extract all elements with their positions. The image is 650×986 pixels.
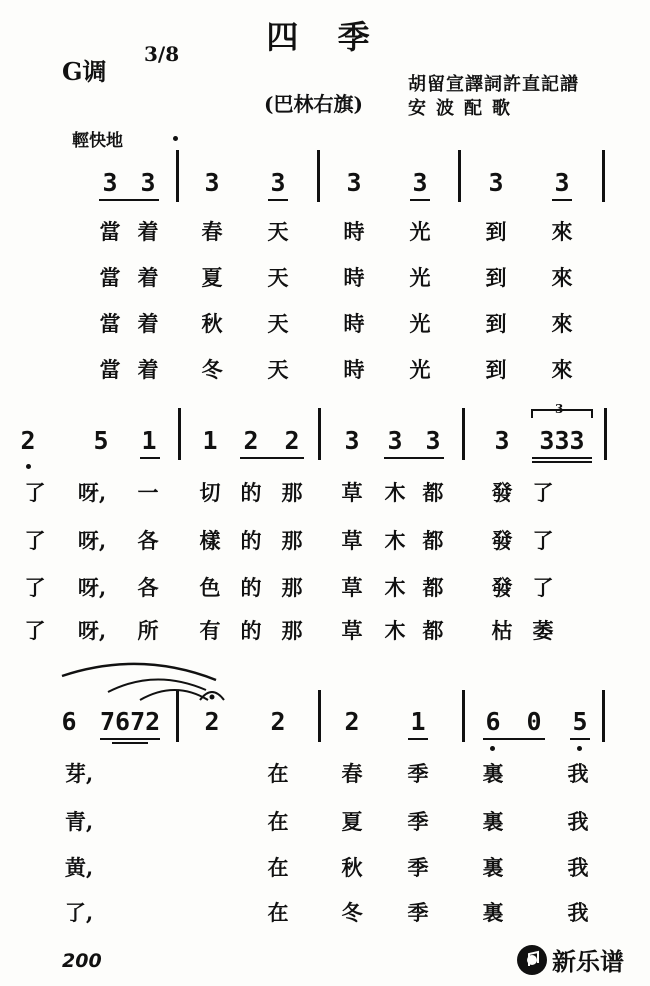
credit-line-1: 胡留宣譯詞許直記譜 (408, 74, 579, 95)
lyric: 着 (137, 219, 159, 244)
lyric: 黄, (64, 855, 94, 880)
lyric: 的 (240, 528, 262, 553)
lyric: 木 (384, 618, 406, 643)
lyric: 到 (485, 311, 507, 336)
lyric: 裏 (482, 900, 504, 925)
lyric: 草 (341, 618, 363, 643)
lyric: 都 (422, 480, 444, 505)
note: 3 (412, 168, 428, 197)
lyric: 各 (137, 575, 159, 600)
lyric: 着 (137, 357, 159, 382)
lyric: 時 (343, 357, 365, 382)
page-number: 200 (62, 950, 102, 972)
lyric: 色 (199, 575, 221, 600)
lyric: 發 (491, 528, 513, 553)
lyric: 冬 (201, 357, 223, 382)
lyric: 冬 (341, 900, 363, 925)
lyric: 來 (551, 265, 573, 290)
lyric: 來 (551, 219, 573, 244)
lyric: 的 (240, 480, 262, 505)
note-triplet: 333 (539, 426, 585, 455)
lyric: 我 (567, 761, 589, 786)
note: 2 (243, 426, 259, 455)
lyric: 裏 (482, 761, 504, 786)
lyric: 季 (407, 900, 429, 925)
lyric: 萎 (532, 618, 554, 643)
lyric: 那 (281, 575, 303, 600)
lyric: 到 (485, 357, 507, 382)
lyric: 時 (343, 219, 365, 244)
note: 1 (202, 426, 218, 455)
note: 3 (346, 168, 362, 197)
note: 3 (494, 426, 510, 455)
lyric: 天 (267, 219, 289, 244)
lyric: 光 (409, 265, 431, 290)
note: 6 (485, 707, 501, 736)
lyric: 了 (24, 528, 46, 553)
lyric: 了 (532, 575, 554, 600)
note: 2 (284, 426, 300, 455)
lyric: 木 (384, 575, 406, 600)
lyric: 木 (384, 528, 406, 553)
lyric: 天 (267, 265, 289, 290)
music-disc-icon (516, 944, 548, 976)
lyric: 我 (567, 809, 589, 834)
lyric: 樣 (199, 528, 221, 553)
lyric: 的 (240, 618, 262, 643)
site-logo (516, 942, 624, 977)
time-signature: 3/8 (144, 42, 180, 66)
ethnic-group-label: (巴林右旗) (264, 92, 363, 116)
lyric: 來 (551, 311, 573, 336)
note: 3 (270, 168, 286, 197)
lyric: 一 (137, 480, 159, 505)
lyric: 的 (240, 575, 262, 600)
note: 3 (204, 168, 220, 197)
lyric: 當 (99, 311, 121, 336)
lyric: 秋 (341, 855, 363, 880)
lyric: 季 (407, 761, 429, 786)
credit-line-2: 安波配歌 (408, 98, 520, 119)
lyric: 發 (491, 575, 513, 600)
lyric: 切 (199, 480, 221, 505)
lyric: 草 (341, 480, 363, 505)
note: 5 (572, 707, 588, 736)
lyric: 我 (567, 900, 589, 925)
note: 1 (410, 707, 426, 736)
lyric: 裏 (482, 855, 504, 880)
lyric: 當 (99, 219, 121, 244)
lyric: 發 (491, 480, 513, 505)
lyric: 青, (64, 809, 94, 834)
note: 6 (61, 707, 77, 736)
lyric: 了 (24, 618, 46, 643)
logo-text: 新乐谱 (552, 948, 624, 976)
lyric: 光 (409, 219, 431, 244)
lyric: 了 (24, 480, 46, 505)
note: 3 (344, 426, 360, 455)
lyric: 芽, (64, 761, 94, 786)
note: 2 (270, 707, 286, 736)
lyric: 着 (137, 311, 159, 336)
lyric: 季 (407, 855, 429, 880)
lyric: 都 (422, 575, 444, 600)
lyric: 季 (407, 809, 429, 834)
lyric: 那 (281, 618, 303, 643)
lyric: 那 (281, 480, 303, 505)
lyric: 都 (422, 618, 444, 643)
tempo-marking: 輕快地 (72, 131, 123, 151)
lyric: 着 (137, 265, 159, 290)
lyric: 了, (64, 900, 94, 925)
lyric: 了 (24, 575, 46, 600)
lyric: 枯 (491, 618, 513, 643)
lyric: 了 (532, 528, 554, 553)
note: 5 (93, 426, 109, 455)
note: 2 (204, 707, 220, 736)
lyric: 秋 (201, 311, 223, 336)
note: 1 (141, 426, 157, 455)
note: 2 (344, 707, 360, 736)
triplet-mark: 3 (555, 402, 564, 416)
lyric: 草 (341, 528, 363, 553)
lyric: 木 (384, 480, 406, 505)
lyric: 光 (409, 311, 431, 336)
note: 3 (102, 168, 118, 197)
note: 3 (140, 168, 156, 197)
lyric: 在 (267, 855, 289, 880)
lyric: 有 (199, 618, 221, 643)
lyric: 春 (201, 219, 223, 244)
lyric: 那 (281, 528, 303, 553)
lyric: 天 (267, 357, 289, 382)
page-title: 四 季 (266, 18, 384, 56)
note: 3 (425, 426, 441, 455)
lyric: 時 (343, 265, 365, 290)
lyric: 天 (267, 311, 289, 336)
lyric: 裏 (482, 809, 504, 834)
lyric: 了 (532, 480, 554, 505)
lyric: 春 (341, 761, 363, 786)
lyric: 在 (267, 900, 289, 925)
lyric: 當 (99, 265, 121, 290)
note: 3 (387, 426, 403, 455)
lyric: 光 (409, 357, 431, 382)
lyric: 所 (137, 618, 159, 643)
lyric: 呀, (77, 528, 107, 553)
lyric: 夏 (341, 809, 363, 834)
lyric: 各 (137, 528, 159, 553)
note: 3 (554, 168, 570, 197)
lyric: 來 (551, 357, 573, 382)
lyric: 到 (485, 219, 507, 244)
lyric: 呀, (77, 618, 107, 643)
lyric: 草 (341, 575, 363, 600)
lyric: 夏 (201, 265, 223, 290)
note: 2 (20, 426, 36, 455)
note: 0 (526, 707, 542, 736)
lyric: 都 (422, 528, 444, 553)
lyric: 當 (99, 357, 121, 382)
lyric: 時 (343, 311, 365, 336)
key-signature: G调 (62, 57, 107, 86)
lyric: 在 (267, 761, 289, 786)
lyric: 呀, (77, 575, 107, 600)
lyric: 到 (485, 265, 507, 290)
lyric: 呀, (77, 480, 107, 505)
lyric: 在 (267, 809, 289, 834)
note-group: 7672 (100, 707, 161, 736)
lyric: 我 (567, 855, 589, 880)
note: 3 (488, 168, 504, 197)
